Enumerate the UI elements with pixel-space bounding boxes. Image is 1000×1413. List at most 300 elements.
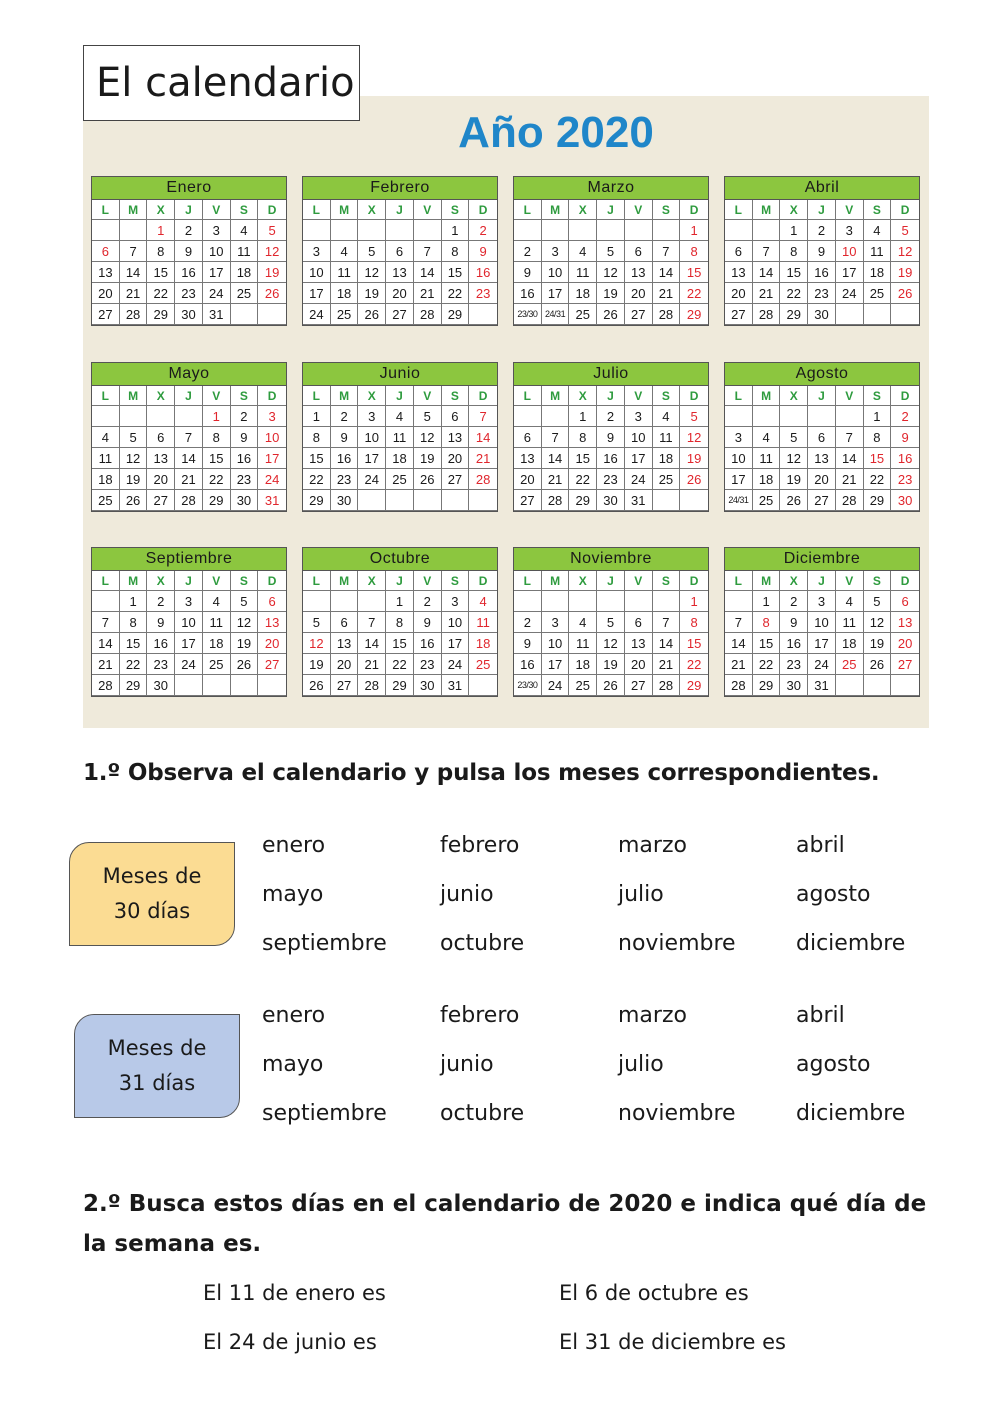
day-cell: 22 [303, 469, 331, 490]
month-option-octubre[interactable]: octubre [440, 931, 525, 956]
weekday-header: L [725, 571, 753, 591]
day-cell: 25 [569, 675, 597, 696]
day-cell: 9 [147, 612, 175, 633]
day-cell: 9 [514, 262, 542, 283]
day-cell: 27 [891, 654, 919, 675]
month-grid [725, 200, 919, 325]
weekday-header: M [331, 386, 359, 406]
day-cell: 10 [203, 241, 231, 262]
day-cell: 4 [386, 406, 414, 427]
day-cell [625, 591, 653, 612]
weekday-header: M [331, 200, 359, 220]
month-name: Septiembre [92, 548, 286, 571]
day-cell: 23 [231, 469, 259, 490]
month-1 [91, 176, 287, 326]
month-option-marzo[interactable]: marzo [618, 1003, 687, 1028]
day-cell: 24 [625, 469, 653, 490]
weekday-header: M [753, 386, 781, 406]
day-cell [358, 220, 386, 241]
day-cell: 16 [147, 633, 175, 654]
day-cell: 23 [414, 654, 442, 675]
month-name: Noviembre [514, 548, 708, 571]
day-cell: 1 [680, 591, 708, 612]
weekday-header: M [753, 200, 781, 220]
month-option-noviembre[interactable]: noviembre [618, 931, 736, 956]
month-option-agosto[interactable]: agosto [796, 1052, 871, 1077]
label-31-line1: Meses de [107, 1036, 207, 1060]
day-cell: 1 [303, 406, 331, 427]
day-cell: 29 [753, 675, 781, 696]
question-2: 2.º Busca estos días en el calendario de 2020 e indica qué día de la semana es. [83, 1191, 927, 1257]
day-cell: 28 [414, 304, 442, 325]
day-cell: 9 [231, 427, 259, 448]
day-cell: 21 [358, 654, 386, 675]
day-cell: 7 [175, 427, 203, 448]
weekday-header: J [175, 200, 203, 220]
month-option-abril[interactable]: abril [796, 833, 845, 858]
day-cell: 23 [469, 283, 497, 304]
weekday-header: L [92, 386, 120, 406]
day-cell: 22 [680, 654, 708, 675]
month-12 [724, 547, 920, 697]
day-cell: 17 [358, 448, 386, 469]
calendar-panel [83, 96, 929, 728]
weekday-header: X [780, 571, 808, 591]
month-option-septiembre[interactable]: septiembre [262, 1101, 387, 1126]
day-cell: 4 [864, 220, 892, 241]
day-cell: 27 [442, 469, 470, 490]
day-cell: 21 [653, 654, 681, 675]
weekday-header: S [442, 571, 470, 591]
day-cell [725, 591, 753, 612]
weekday-header: S [231, 386, 259, 406]
day-cell: 12 [120, 448, 148, 469]
month-8 [724, 362, 920, 512]
day-cell [569, 220, 597, 241]
day-cell: 11 [864, 241, 892, 262]
day-cell: 10 [303, 262, 331, 283]
day-cell: 3 [258, 406, 286, 427]
day-cell: 2 [331, 406, 359, 427]
day-cell: 14 [414, 262, 442, 283]
month-option-septiembre[interactable]: septiembre [262, 931, 387, 956]
day-cell [836, 675, 864, 696]
month-name: Marzo [514, 177, 708, 200]
month-option-diciembre[interactable]: diciembre [796, 1101, 906, 1126]
day-cell: 29 [203, 490, 231, 511]
day-cell: 27 [258, 654, 286, 675]
day-cell: 24 [175, 654, 203, 675]
day-cell: 18 [864, 262, 892, 283]
day-cell: 12 [358, 262, 386, 283]
label-30-line1: Meses de [102, 864, 202, 888]
day-cell: 21 [92, 654, 120, 675]
day-cell: 26 [120, 490, 148, 511]
day-cell: 8 [569, 427, 597, 448]
month-option-febrero[interactable]: febrero [440, 1003, 520, 1028]
day-cell: 11 [331, 262, 359, 283]
day-cell: 22 [386, 654, 414, 675]
month-11 [513, 547, 709, 697]
month-name: Enero [92, 177, 286, 200]
day-cell: 15 [442, 262, 470, 283]
day-cell: 18 [569, 654, 597, 675]
day-cell: 2 [414, 591, 442, 612]
day-cell: 23 [780, 654, 808, 675]
day-cell: 1 [780, 220, 808, 241]
day-cell: 13 [442, 427, 470, 448]
day-question: El 31 de diciembre es [559, 1330, 786, 1354]
day-cell: 8 [442, 241, 470, 262]
day-cell: 5 [780, 427, 808, 448]
day-cell: 10 [258, 427, 286, 448]
month-option-marzo[interactable]: marzo [618, 833, 687, 858]
weekday-header: J [597, 571, 625, 591]
month-9 [91, 547, 287, 697]
day-cell: 9 [597, 427, 625, 448]
day-cell: 14 [753, 262, 781, 283]
day-cell: 11 [469, 612, 497, 633]
weekday-header: V [414, 571, 442, 591]
weekday-header: J [175, 571, 203, 591]
options-31-days [262, 998, 952, 1131]
day-cell [597, 591, 625, 612]
month-option-noviembre[interactable]: noviembre [618, 1101, 736, 1126]
day-cell: 21 [725, 654, 753, 675]
day-cell: 3 [625, 406, 653, 427]
day-cell [569, 591, 597, 612]
weekday-header: M [120, 200, 148, 220]
month-option-enero[interactable]: enero [262, 1003, 326, 1028]
weekday-header: X [569, 386, 597, 406]
day-cell: 25 [569, 304, 597, 325]
day-cell: 17 [625, 448, 653, 469]
day-cell: 23 [891, 469, 919, 490]
day-cell: 23 [597, 469, 625, 490]
day-cell [231, 304, 259, 325]
weekday-header: D [891, 200, 919, 220]
day-cell: 25 [753, 490, 781, 511]
day-cell: 6 [331, 612, 359, 633]
day-cell [753, 220, 781, 241]
day-cell [725, 220, 753, 241]
day-cell: 19 [597, 654, 625, 675]
month-grid [92, 386, 286, 511]
day-cell: 24 [808, 654, 836, 675]
day-cell [653, 490, 681, 511]
day-cell: 15 [864, 448, 892, 469]
day-cell: 13 [386, 262, 414, 283]
weekday-header: X [147, 200, 175, 220]
day-cell: 3 [203, 220, 231, 241]
weekday-header: S [231, 571, 259, 591]
month-3 [513, 176, 709, 326]
day-cell [147, 406, 175, 427]
month-grid [514, 386, 708, 511]
month-option-abril[interactable]: abril [796, 1003, 845, 1028]
day-cell [120, 220, 148, 241]
day-cell: 22 [569, 469, 597, 490]
month-name: Mayo [92, 363, 286, 386]
day-cell [358, 591, 386, 612]
day-cell: 18 [836, 633, 864, 654]
weekday-header: V [414, 200, 442, 220]
label-30-days [69, 842, 235, 946]
day-cell: 15 [680, 633, 708, 654]
weekday-header: X [569, 200, 597, 220]
month-option-enero[interactable]: enero [262, 833, 326, 858]
day-cell: 14 [92, 633, 120, 654]
weekday-header: V [836, 386, 864, 406]
day-cell: 24/31 [725, 490, 753, 511]
day-cell: 28 [653, 675, 681, 696]
day-cell [836, 406, 864, 427]
day-cell: 3 [303, 241, 331, 262]
weekday-header: S [864, 200, 892, 220]
day-cell [891, 675, 919, 696]
day-cell: 2 [808, 220, 836, 241]
day-cell [120, 406, 148, 427]
day-cell: 6 [386, 241, 414, 262]
day-cell: 25 [469, 654, 497, 675]
year-title: Año 2020 [458, 108, 654, 157]
day-cell: 26 [597, 304, 625, 325]
day-cell: 30 [231, 490, 259, 511]
month-option-febrero[interactable]: febrero [440, 833, 520, 858]
day-cell [358, 490, 386, 511]
day-cell: 20 [386, 283, 414, 304]
day-cell: 18 [92, 469, 120, 490]
day-cell: 20 [442, 448, 470, 469]
month-grid [514, 571, 708, 696]
month-grid [725, 571, 919, 696]
day-cell: 8 [386, 612, 414, 633]
day-cell: 26 [891, 283, 919, 304]
day-cell [864, 304, 892, 325]
month-10 [302, 547, 498, 697]
weekday-header: D [891, 386, 919, 406]
day-cell: 28 [120, 304, 148, 325]
day-cell: 11 [386, 427, 414, 448]
day-cell: 6 [625, 612, 653, 633]
weekday-header: D [469, 200, 497, 220]
day-cell: 29 [120, 675, 148, 696]
day-cell [442, 490, 470, 511]
day-cell: 28 [653, 304, 681, 325]
weekday-header: D [469, 571, 497, 591]
day-cell: 29 [303, 490, 331, 511]
day-cell: 29 [780, 304, 808, 325]
day-cell: 21 [175, 469, 203, 490]
weekday-header: S [864, 571, 892, 591]
day-cell: 28 [725, 675, 753, 696]
day-cell: 15 [203, 448, 231, 469]
day-cell: 8 [303, 427, 331, 448]
day-cell: 20 [147, 469, 175, 490]
day-cell: 4 [753, 427, 781, 448]
day-cell [258, 304, 286, 325]
weekday-header: M [542, 386, 570, 406]
weekday-header: L [92, 200, 120, 220]
month-option-junio[interactable]: junio [440, 882, 494, 907]
day-cell: 26 [258, 283, 286, 304]
day-cell: 2 [469, 220, 497, 241]
day-cell: 24 [203, 283, 231, 304]
day-cell: 26 [680, 469, 708, 490]
weekday-header: L [92, 571, 120, 591]
day-cell: 22 [753, 654, 781, 675]
day-cell: 12 [414, 427, 442, 448]
day-cell: 21 [469, 448, 497, 469]
day-cell: 8 [753, 612, 781, 633]
day-cell: 31 [625, 490, 653, 511]
day-cell: 18 [753, 469, 781, 490]
day-cell: 7 [92, 612, 120, 633]
day-cell: 2 [597, 406, 625, 427]
weekday-header: S [231, 200, 259, 220]
day-cell: 17 [442, 633, 470, 654]
day-cell: 13 [625, 633, 653, 654]
month-option-mayo[interactable]: mayo [262, 1052, 324, 1077]
day-cell: 16 [891, 448, 919, 469]
day-cell: 30 [331, 490, 359, 511]
day-cell: 5 [597, 241, 625, 262]
day-cell: 21 [120, 283, 148, 304]
day-cell: 2 [891, 406, 919, 427]
day-cell [175, 675, 203, 696]
day-cell: 11 [753, 448, 781, 469]
month-name: Junio [303, 363, 497, 386]
weekday-header: V [625, 571, 653, 591]
day-question: El 24 de junio es [203, 1330, 377, 1354]
day-cell: 9 [175, 241, 203, 262]
day-cell: 3 [175, 591, 203, 612]
day-cell: 18 [231, 262, 259, 283]
weekday-header: D [258, 571, 286, 591]
day-cell: 8 [680, 241, 708, 262]
weekday-header: J [175, 386, 203, 406]
weekday-header: J [386, 200, 414, 220]
day-cell: 8 [680, 612, 708, 633]
weekday-header: X [358, 200, 386, 220]
day-cell: 30 [175, 304, 203, 325]
month-option-octubre[interactable]: octubre [440, 1101, 525, 1126]
day-cell: 31 [258, 490, 286, 511]
day-cell: 4 [231, 220, 259, 241]
day-cell: 15 [147, 262, 175, 283]
day-cell: 9 [891, 427, 919, 448]
label-31-days [74, 1014, 240, 1118]
day-cell [469, 490, 497, 511]
day-cell: 18 [203, 633, 231, 654]
day-cell: 6 [92, 241, 120, 262]
day-cell: 7 [653, 241, 681, 262]
day-cell [653, 591, 681, 612]
day-cell: 5 [120, 427, 148, 448]
day-cell: 4 [469, 591, 497, 612]
month-grid [92, 200, 286, 325]
day-cell: 15 [569, 448, 597, 469]
day-cell: 30 [147, 675, 175, 696]
weekday-header: J [386, 386, 414, 406]
day-cell: 20 [625, 654, 653, 675]
day-cell: 2 [514, 612, 542, 633]
month-option-julio[interactable]: julio [618, 882, 664, 907]
day-cell: 4 [569, 612, 597, 633]
day-cell [469, 675, 497, 696]
month-name: Agosto [725, 363, 919, 386]
day-cell: 9 [514, 633, 542, 654]
day-question: El 11 de enero es [203, 1281, 386, 1305]
day-cell: 20 [725, 283, 753, 304]
day-cell: 3 [808, 591, 836, 612]
day-cell [258, 675, 286, 696]
weekday-header: V [414, 386, 442, 406]
day-cell: 14 [358, 633, 386, 654]
day-cell: 26 [597, 675, 625, 696]
weekday-header: D [680, 386, 708, 406]
day-cell: 7 [725, 612, 753, 633]
day-cell: 4 [653, 406, 681, 427]
day-cell: 25 [386, 469, 414, 490]
day-cell [780, 406, 808, 427]
day-cell: 7 [358, 612, 386, 633]
day-cell: 22 [442, 283, 470, 304]
day-cell: 11 [569, 633, 597, 654]
day-cell: 5 [303, 612, 331, 633]
day-cell: 19 [120, 469, 148, 490]
weekday-header: M [331, 571, 359, 591]
day-cell: 19 [414, 448, 442, 469]
day-cell [331, 220, 359, 241]
day-cell: 1 [386, 591, 414, 612]
weekday-header: L [514, 200, 542, 220]
day-cell: 14 [469, 427, 497, 448]
day-cell: 16 [231, 448, 259, 469]
month-7 [513, 362, 709, 512]
weekday-header: L [303, 571, 331, 591]
day-cell: 7 [753, 241, 781, 262]
weekday-header: V [203, 386, 231, 406]
month-option-diciembre[interactable]: diciembre [796, 931, 906, 956]
weekday-header: J [808, 386, 836, 406]
day-cell: 23/30 [514, 675, 542, 696]
day-cell: 19 [680, 448, 708, 469]
month-option-julio[interactable]: julio [618, 1052, 664, 1077]
day-cell: 15 [680, 262, 708, 283]
day-cell: 4 [331, 241, 359, 262]
label-30-line2: 30 días [113, 899, 191, 923]
weekday-header: J [808, 571, 836, 591]
month-option-mayo[interactable]: mayo [262, 882, 324, 907]
day-cell: 10 [625, 427, 653, 448]
day-cell: 18 [386, 448, 414, 469]
day-cell [469, 304, 497, 325]
day-cell: 16 [808, 262, 836, 283]
weekday-header: X [569, 571, 597, 591]
month-option-agosto[interactable]: agosto [796, 882, 871, 907]
day-cell: 1 [147, 220, 175, 241]
day-cell: 6 [625, 241, 653, 262]
month-option-junio[interactable]: junio [440, 1052, 494, 1077]
weekday-header: D [680, 200, 708, 220]
day-cell: 3 [442, 591, 470, 612]
day-cell: 20 [514, 469, 542, 490]
weekday-header: M [542, 571, 570, 591]
day-cell: 16 [780, 633, 808, 654]
day-cell: 7 [469, 406, 497, 427]
day-cell: 9 [469, 241, 497, 262]
